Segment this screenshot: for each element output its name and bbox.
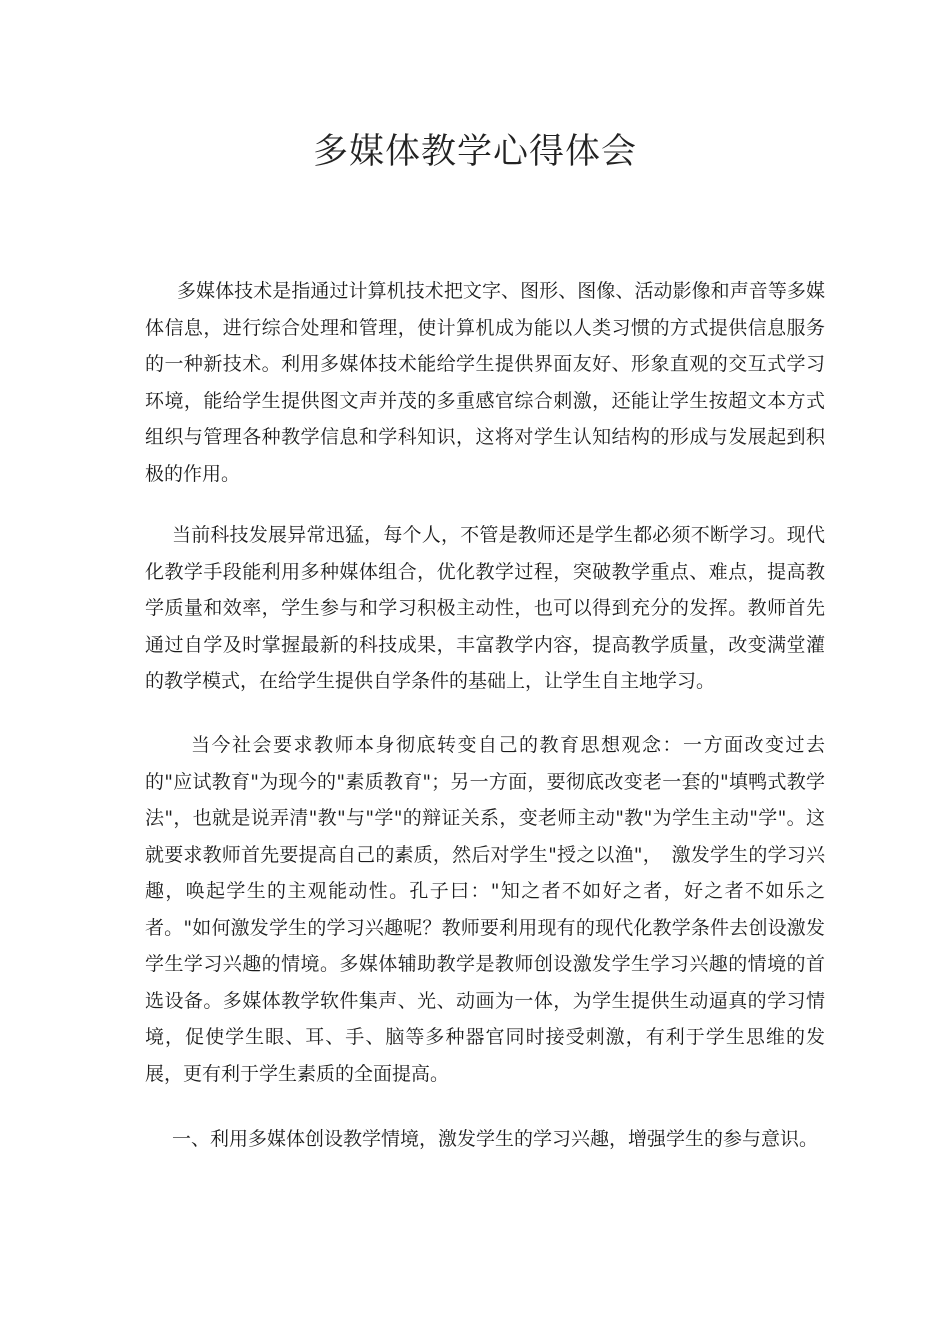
paragraph-block-1 (145, 273, 825, 492)
paragraph-4-section-heading: 一、利用多媒体创设教学情境，激发学生的学习兴趣，增强学生的参与意识。 (172, 1128, 819, 1150)
paragraph-block-3 (145, 727, 825, 1092)
document-title: 多媒体教学心得体会 (312, 132, 637, 172)
paragraph-block-4 (145, 1121, 825, 1158)
paragraph-3: 当今社会要求教师本身彻底转变自己的教育思想观念：一方面改变过去的"应试教育"为现今的"素质教育"；另一方面，要彻底改变老一套的"填鸭式教学法"，也就是说弄清"教"与"学"的辩证关系，变老师主动"教"为学生主动"学"。这就要求教师首先要提高自己的素质，然后对学生"授之以渔"， 激发学生的学习兴趣，唤起学生的主观能动性。孔子曰："知之者不如好之者，好之者不如乐之者。"如何激发学生的学习兴趣呢？教师要利用现有的现代化教学条件去创设激发学生学习兴趣的情境。多媒体辅助教学是教师创设激发学生学习兴趣的情境的首选设备。多媒体教学软件集声、光、动画为一体，为学生提供生动逼真的学习情境，促使学生眼、耳、手、脑等多种器官同时接受刺激，有利于学生思维的发展，更有利于学生素质的全面提高。 (145, 734, 825, 1085)
paragraph-1: 多媒体技术是指通过计算机技术把文字、图形、图像、活动影像和声音等多媒体信息，进行综合处理和管理，使计算机成为能以人类习惯的方式提供信息服务的一种新技术。利用多媒体技术能给学生提供界面友好、形象直观的交互式学习环境，能给学生提供图文声并茂的多重感官综合刺激，还能让学生按超文本方式组织与管理各种教学信息和学科知识，这将对学生认知结构的形成与发展起到积极的作用。 (145, 280, 825, 485)
paragraph-block-2 (145, 517, 825, 700)
paragraph-2: 当前科技发展异常迅猛，每个人，不管是教师还是学生都必须不断学习。现代化教学手段能利用多种媒体组合，优化教学过程，突破教学重点、难点，提高教学质量和效率，学生参与和学习积极主动性，也可以得到充分的发挥。教师首先通过自学及时掌握最新的科技成果，丰富教学内容，提高教学质量，改变满堂灌的教学模式，在给学生提供自学条件的基础上，让学生自主地学习。 (145, 524, 825, 692)
